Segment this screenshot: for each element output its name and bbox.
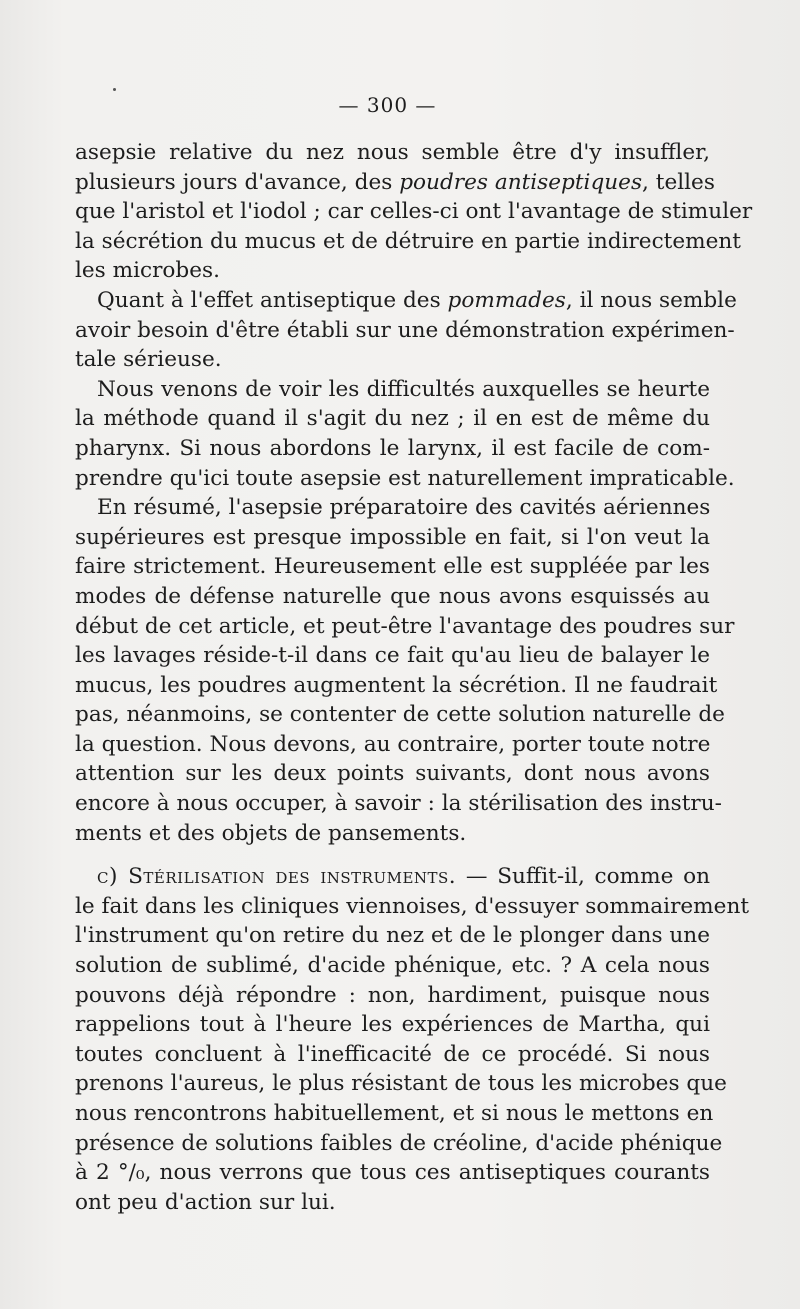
text-line: asepsie relative du nez nous semble être d'y insuffler, [75,140,710,165]
text-line: la question. Nous devons, au contraire, porter toute notre [75,731,711,757]
text-line [75,286,737,316]
text-line: encore à nous occuper, à savoir : la stérilisation des instru- [75,791,722,817]
text-line: pharynx. Si nous abordons le larynx, il est facile de com- [75,435,710,461]
text-line: présence de solutions faibles de créoline, d'acide phénique [75,1130,723,1156]
text-line: à 2 °/₀, nous verrons que tous ces antiseptiques courants [75,1160,710,1186]
italic-phrase: poudres antiseptiques [399,169,643,195]
ink-speck [113,88,116,91]
text-line: pas, néanmoins, se contenter de cette solution naturelle de [75,702,725,728]
text-line: ments et des objets de pansements. [75,820,467,846]
paragraph-3 [75,375,735,493]
text-segment: — Suffit-il, comme on [456,864,710,890]
text-line [75,168,715,198]
text-line: toutes concluent à l'inefficacité de ce procédé. Si nous [75,1041,710,1067]
text-line: prendre qu'ici toute asepsie est naturellement impraticable. [75,465,735,491]
text-line: la sécrétion du mucus et de détruire en partie indirectement [75,228,741,254]
text-line: prenons l'aureus, le plus résistant de tous les microbes que [75,1071,727,1097]
text-line: rappelions tout à l'heure les expériences de Martha, qui [75,1012,710,1038]
text-line: nous rencontrons habituellement, et si nous le mettons en [75,1101,714,1126]
text-line: faire strictement. Heureusement elle est suppléée par les [75,554,710,580]
text-line: Nous venons de voir les difficultés auxquelles se heurte [97,376,710,402]
text-line: En résumé, l'asepsie préparatoire des cavités aériennes [97,495,711,521]
text-line: ont peu d'action sur lui. [75,1189,336,1215]
text-segment: , il nous semble [565,287,737,313]
text-line: modes de défense naturelle que nous avons esquissés au [75,583,710,609]
body-text [75,138,753,1217]
text-line: supérieures est presque impossible en fait, si l'on veut la [75,524,710,550]
text-line [75,862,710,892]
italic-phrase: pommades [447,287,566,313]
text-line: les microbes. [75,258,220,284]
section-heading: c) Stérilisation des instruments. [97,864,457,890]
text-line: pouvons déjà répondre : non, hardiment, puisque nous [75,982,710,1008]
paragraph-1 [75,138,753,286]
paragraph-2 [75,286,737,375]
text-segment: Quant à l'effet antiseptique des [97,287,448,313]
text-line: attention sur les deux points suivants, dont nous avons [75,761,710,787]
paragraph-5 [75,862,750,1217]
text-line: que l'aristol et l'iodol ; car celles-ci ont l'avantage de stimuler [75,199,753,225]
text-line: la méthode quand il s'agit du nez ; il en est de même du [75,406,710,432]
text-line: les lavages réside-t-il dans ce fait qu'au lieu de balayer le [75,643,710,669]
text-segment: plusieurs jours d'avance, des [75,169,400,195]
text-line: tale sérieuse. [75,347,222,373]
text-line: mucus, les poudres augmentent la sécrétion. Il ne faudrait [75,672,718,698]
text-line: avoir besoin d'être établi sur une démonstration expérimen- [75,317,735,343]
text-line: l'instrument qu'on retire du nez et de le plonger dans une [75,923,710,949]
text-line: début de cet article, et peut-être l'avantage des poudres sur [75,613,735,639]
paragraph-4 [75,493,735,848]
text-line: solution de sublimé, d'acide phénique, etc. ? A cela nous [75,953,710,979]
page-number: — 300 — [338,93,437,117]
section-gap [75,848,710,862]
text-segment: , telles [642,169,715,195]
text-line: le fait dans les cliniques viennoises, d'essuyer sommairement [75,893,750,919]
